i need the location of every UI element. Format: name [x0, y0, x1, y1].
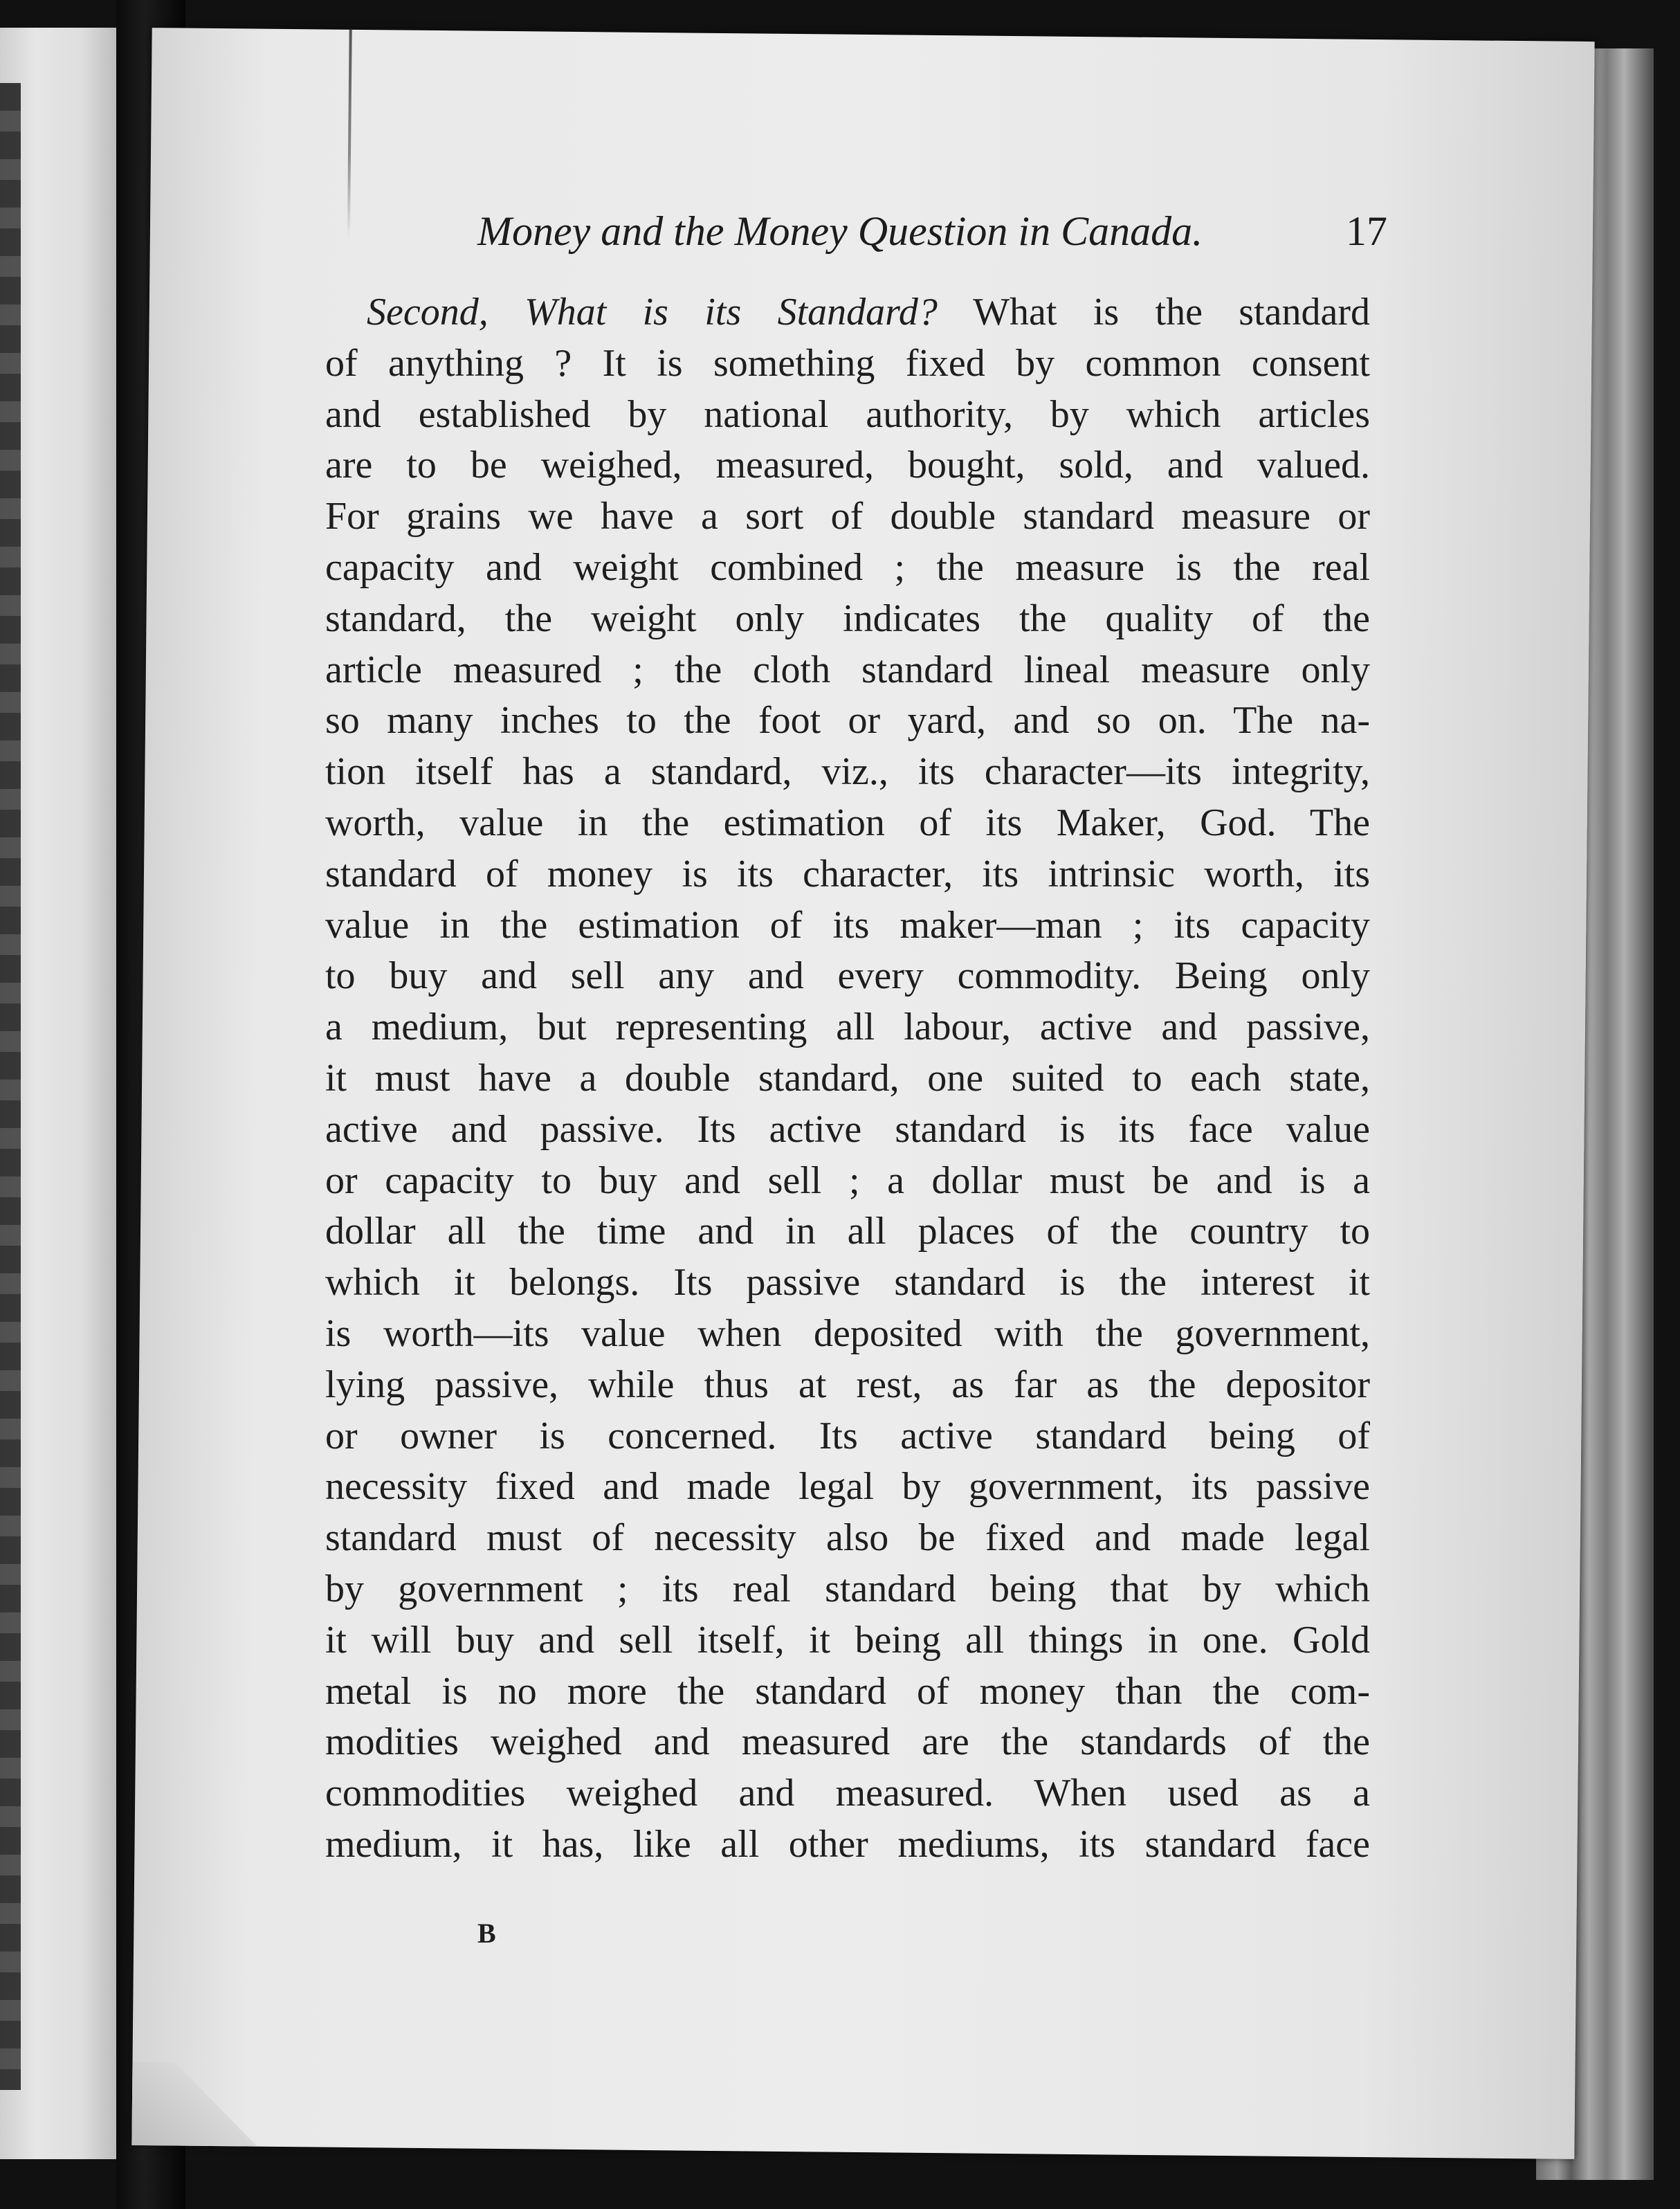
page-crease	[347, 30, 352, 237]
text-line: by government ; its real standard being that by which	[325, 1567, 1370, 1610]
text-line: standard of money is its character, its intrinsic worth, its	[325, 852, 1370, 896]
text-line: or capacity to buy and sell ; a dollar must be and is a	[325, 1158, 1370, 1202]
page-number: 17	[1346, 208, 1387, 254]
text-line: medium, it has, like all other mediums, its standard face	[325, 1822, 1370, 1866]
text-line: dollar all the time and in all places of the country to	[325, 1210, 1370, 1253]
text-line: to buy and sell any and every commodity. Being only	[325, 954, 1370, 998]
text-line: standard must of necessity also be fixed and made legal	[325, 1516, 1370, 1560]
text-line: worth, value in the estimation of its Maker, God. The	[325, 801, 1370, 844]
text-line: metal is no more the standard of money than the com-	[325, 1669, 1370, 1713]
text-line: capacity and weight combined ; the measure is the real	[325, 545, 1370, 589]
text-line: it must have a double standard, one suited to each state,	[325, 1056, 1370, 1100]
text-line: tion itself has a standard, viz., its character—its integrity,	[325, 750, 1370, 794]
text-line: is worth—its value when deposited with the government,	[325, 1311, 1370, 1355]
running-head: Money and the Money Question in Canada.	[477, 208, 1203, 254]
page-header	[325, 208, 1405, 277]
text-line: lying passive, while thus at rest, as far as the depositor	[325, 1363, 1370, 1406]
folded-corner	[131, 2062, 257, 2147]
text-line: For grains we have a sort of double standard measure or	[325, 495, 1370, 538]
text-line: of anything ? It is something fixed by common consent	[325, 341, 1370, 385]
body-text	[325, 287, 1370, 1871]
left-facing-page	[0, 28, 116, 2159]
text-line: commodities weighed and measured. When used as a	[325, 1772, 1370, 1815]
text-line: necessity fixed and made legal by government, its passive	[325, 1465, 1370, 1509]
signature-mark: B	[477, 1918, 496, 1949]
text-line: are to be weighed, measured, bought, sold, and valued.	[325, 444, 1370, 487]
text-line-rest: What is the standard	[937, 291, 1370, 334]
text-line: active and passive. Its active standard is its face value	[325, 1107, 1370, 1151]
text-line: article measured ; the cloth standard lineal measure only	[325, 648, 1370, 691]
text-line: it will buy and sell itself, it being all things in one. Gold	[325, 1618, 1370, 1662]
text-line	[325, 287, 1370, 338]
torn-edge	[0, 83, 21, 2090]
text-line: value in the estimation of its maker—man ; its capacity	[325, 903, 1370, 947]
text-line: and established by national authority, by which articles	[325, 392, 1370, 436]
text-line: modities weighed and measured are the standards of the	[325, 1720, 1370, 1764]
text-line: standard, the weight only indicates the quality of the	[325, 597, 1370, 640]
text-line: so many inches to the foot or yard, and so on. The na-	[325, 699, 1370, 743]
text-line: or owner is concerned. Its active standard being of	[325, 1414, 1370, 1457]
text-line: which it belongs. Its passive standard is the interest it	[325, 1261, 1370, 1305]
lead-phrase: Second, What is its Standard?	[367, 291, 938, 334]
text-line: a medium, but representing all labour, active and passive,	[325, 1006, 1370, 1049]
